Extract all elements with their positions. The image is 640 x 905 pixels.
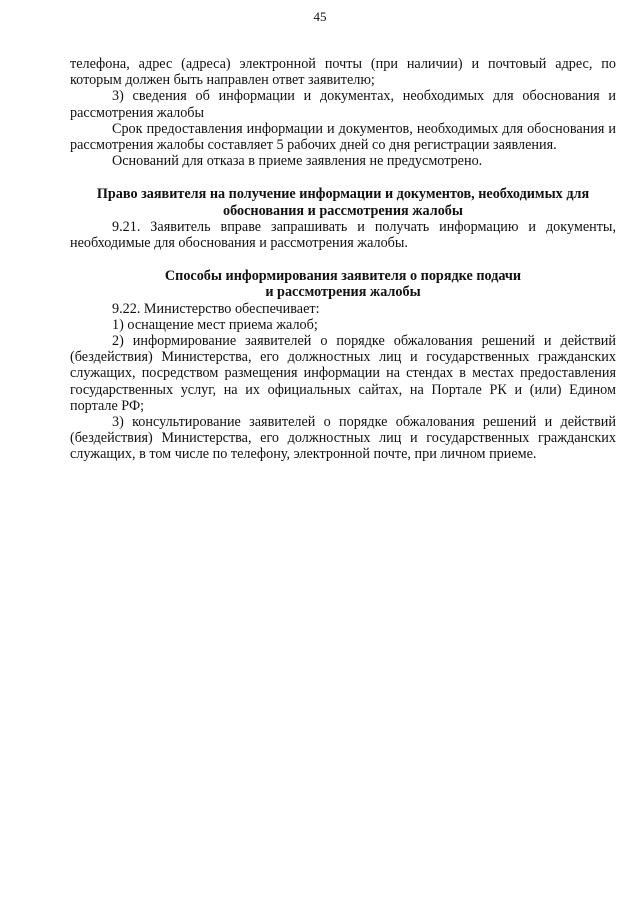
paragraph-item-1: 1) оснащение мест приема жалоб;	[112, 316, 318, 333]
paragraph-deadline: Срок предоставления информации и документов, необходимых для обоснования и рассмотрения жалобы составляет 5 рабочих дней со дня регистрации заявления.	[70, 120, 616, 154]
heading-line: обоснования и рассмотрения жалобы	[223, 202, 463, 219]
paragraph-no-refusal: Оснований для отказа в приеме заявления не предусмотрено.	[112, 153, 483, 170]
heading-line: Способы информирования заявителя о порядке подачи	[164, 268, 522, 285]
section-heading-right-to-info	[70, 186, 616, 218]
page-number: 45	[313, 9, 327, 24]
paragraph-9-21: 9.21. Заявитель вправе запрашивать и получать информацию и документы, необходимые для обоснования и рассмотрения жалобы.	[70, 218, 616, 252]
paragraph-item-2: 2) информирование заявителей о порядке обжалования решений и действий (бездействия) Министерства, его должностных лиц и государственных гражданских служащих, посредством размещения информации на стендах в местах предоставления государственных услуг, на их официальных сайтах, на Портале РК и (или) Едином портале РФ;	[70, 333, 616, 414]
heading-line: и рассмотрения жалобы	[265, 284, 421, 301]
section-heading-informing-methods	[70, 268, 616, 300]
paragraph-item-3: 3) консультирование заявителей о порядке обжалования решений и действий (бездействия) Министерства, его должностных лиц и государственных гражданских служащих, в том числе по телефону, электронной почте, при личном приеме.	[70, 414, 616, 463]
paragraph-9-22: 9.22. Министерство обеспечивает:	[112, 300, 320, 317]
paragraph-contact-info: телефона, адрес (адреса) электронной почты (при наличии) и почтовый адрес, по которым должен быть направлен ответ заявителю;	[70, 56, 616, 89]
heading-line: Право заявителя на получение информации и документов, необходимых для	[96, 186, 590, 203]
document-body	[70, 56, 616, 463]
paragraph-item-3-info: 3) сведения об информации и документах, необходимых для обоснования и рассмотрения жалобы	[70, 88, 616, 121]
